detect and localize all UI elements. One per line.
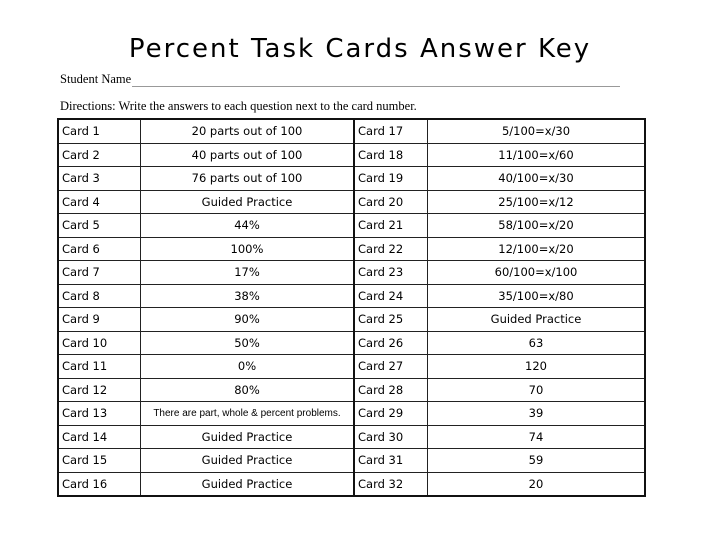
card-answer: 20 [428,472,646,496]
card-answer: Guided Practice [141,425,355,449]
card-answer: 44% [141,214,355,238]
card-label: Card 6 [58,237,141,261]
student-name-line [60,72,620,87]
card-answer: 90% [141,308,355,332]
card-answer: 60/100=x/100 [428,261,646,285]
card-label: Card 32 [354,472,428,496]
card-answer: 100% [141,237,355,261]
table-row [58,308,645,332]
card-answer: 58/100=x/20 [428,214,646,238]
card-label: Card 30 [354,425,428,449]
card-label: Card 29 [354,402,428,426]
card-label: Card 23 [354,261,428,285]
table-row [58,402,645,426]
table-row [58,425,645,449]
card-label: Card 31 [354,449,428,473]
card-label: Card 16 [58,472,141,496]
table-row [58,261,645,285]
card-answer: 39 [428,402,646,426]
directions-text: Directions: Write the answers to each question next to the card number. [60,99,417,113]
card-answer: 80% [141,378,355,402]
card-label: Card 10 [58,331,141,355]
card-label: Card 7 [58,261,141,285]
card-label: Card 13 [58,402,141,426]
table-row [58,214,645,238]
card-answer: 0% [141,355,355,379]
card-answer: 74 [428,425,646,449]
card-answer: Guided Practice [141,472,355,496]
card-label: Card 12 [58,378,141,402]
card-answer: Guided Practice [141,190,355,214]
answer-key-table [57,118,646,497]
card-answer: 50% [141,331,355,355]
card-label: Card 19 [354,167,428,191]
card-label: Card 17 [354,119,428,143]
card-label: Card 8 [58,284,141,308]
card-label: Card 11 [58,355,141,379]
card-answer: 70 [428,378,646,402]
card-label: Card 3 [58,167,141,191]
card-label: Card 20 [354,190,428,214]
card-label: Card 5 [58,214,141,238]
card-label: Card 15 [58,449,141,473]
card-answer: There are part, whole & percent problems. [141,402,355,426]
card-answer: 11/100=x/60 [428,143,646,167]
card-label: Card 27 [354,355,428,379]
card-answer: Guided Practice [141,449,355,473]
card-answer: 59 [428,449,646,473]
table-row [58,331,645,355]
card-label: Card 22 [354,237,428,261]
table-row [58,284,645,308]
card-label: Card 21 [354,214,428,238]
student-name-label: Student Name [60,72,132,86]
card-answer: 20 parts out of 100 [141,119,355,143]
table-row [58,143,645,167]
card-answer: 35/100=x/80 [428,284,646,308]
card-answer: 40 parts out of 100 [141,143,355,167]
card-answer: 25/100=x/12 [428,190,646,214]
page-title: Percent Task Cards Answer Key [128,34,592,64]
card-label: Card 4 [58,190,141,214]
card-answer: 38% [141,284,355,308]
table-row [58,237,645,261]
card-answer: 5/100=x/30 [428,119,646,143]
table-row [58,472,645,496]
card-label: Card 18 [354,143,428,167]
card-label: Card 24 [354,284,428,308]
card-label: Card 25 [354,308,428,332]
student-name-blank [132,74,620,87]
card-answer: 40/100=x/30 [428,167,646,191]
table-row [58,378,645,402]
card-answer: 120 [428,355,646,379]
table-row [58,355,645,379]
card-answer: 12/100=x/20 [428,237,646,261]
card-label: Card 1 [58,119,141,143]
card-label: Card 28 [354,378,428,402]
table-row [58,449,645,473]
card-answer: 76 parts out of 100 [141,167,355,191]
card-label: Card 9 [58,308,141,332]
table-row [58,190,645,214]
card-label: Card 2 [58,143,141,167]
card-label: Card 14 [58,425,141,449]
table-row [58,119,645,143]
card-answer: 17% [141,261,355,285]
table-row [58,167,645,191]
card-answer: 63 [428,331,646,355]
card-answer: Guided Practice [428,308,646,332]
card-label: Card 26 [354,331,428,355]
